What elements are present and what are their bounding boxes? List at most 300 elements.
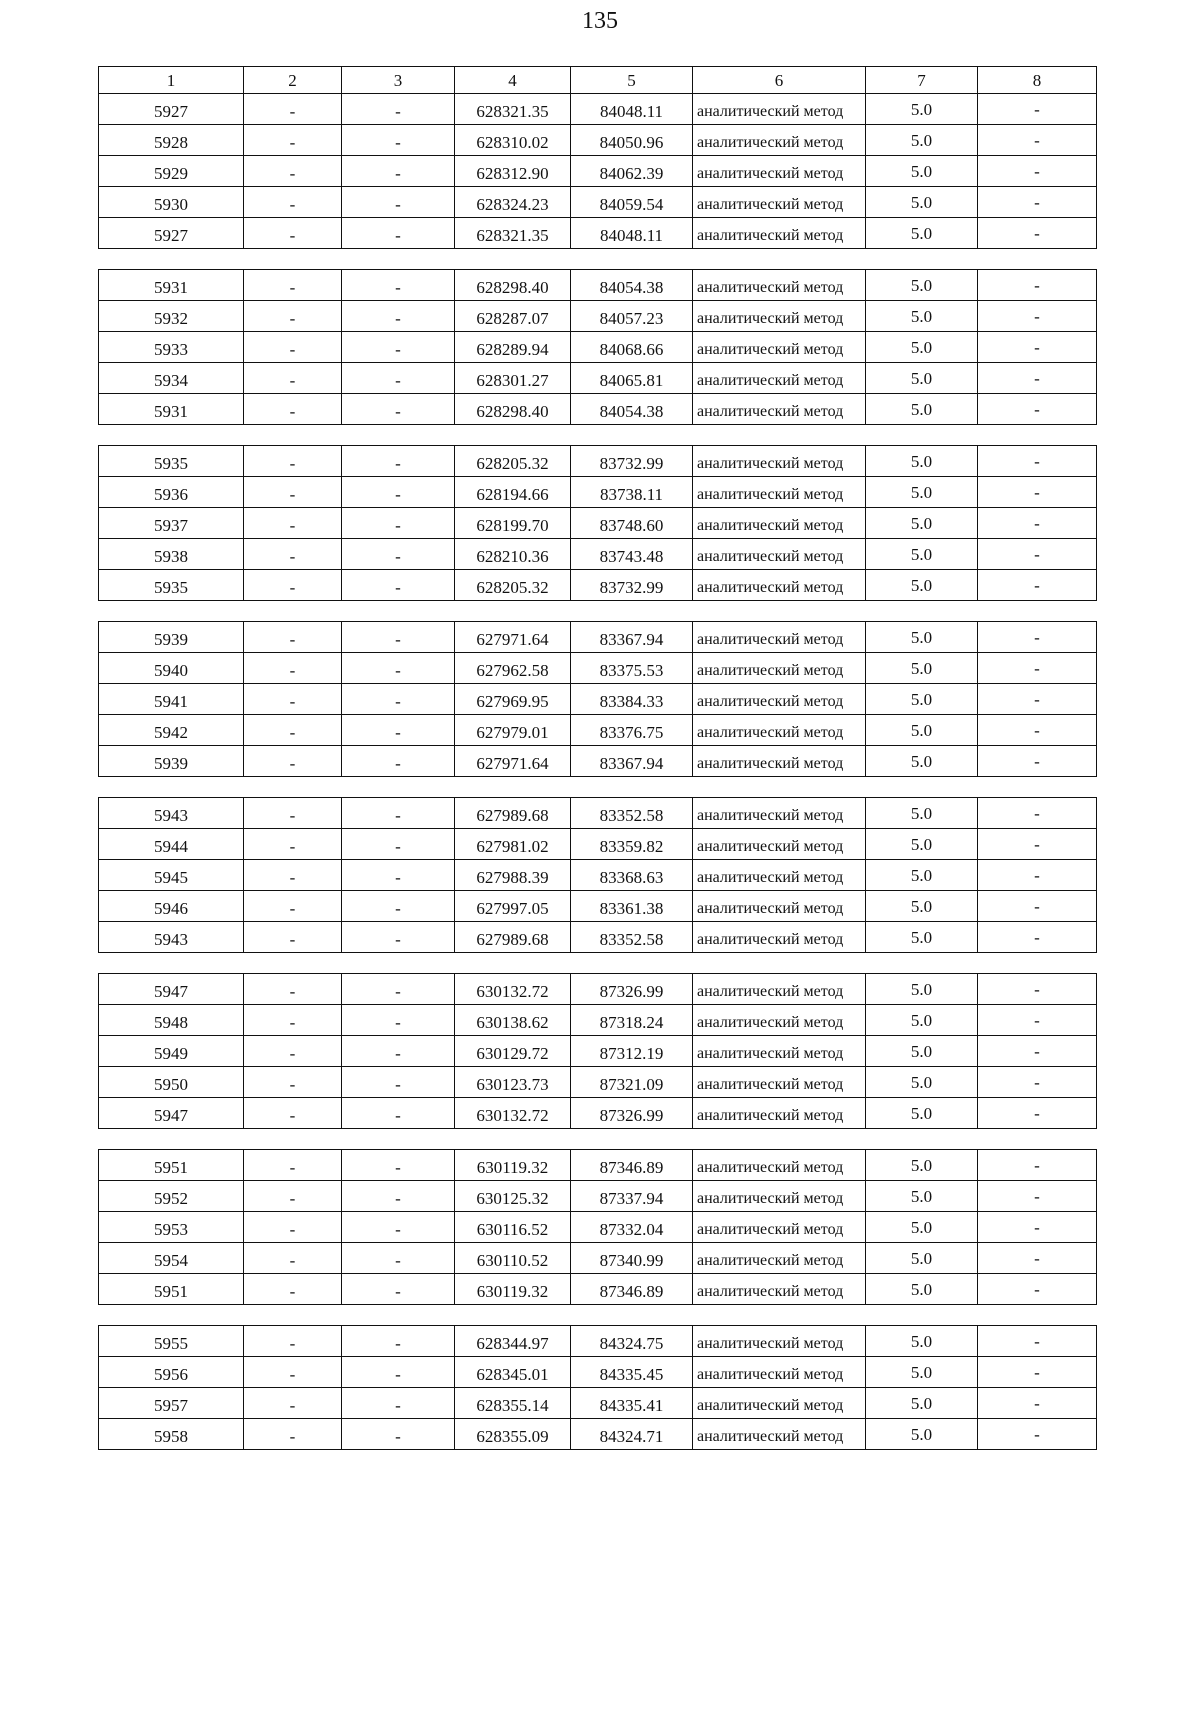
table-cell: 627979.01	[455, 715, 571, 746]
table-row	[99, 922, 1097, 953]
table-cell: 5942	[99, 715, 244, 746]
table-cell: -	[244, 1067, 342, 1098]
table-cell: -	[342, 1388, 455, 1419]
table-cell: 628345.01	[455, 1357, 571, 1388]
table-cell: -	[978, 1357, 1097, 1388]
table-cell: -	[342, 974, 455, 1005]
table-cell: -	[342, 1036, 455, 1067]
table-cell: 5941	[99, 684, 244, 715]
table-cell: -	[342, 653, 455, 684]
table-cell: -	[244, 394, 342, 425]
table-cell: -	[244, 1326, 342, 1357]
table-cell: аналитический метод	[693, 1036, 866, 1067]
table-cell: 83367.94	[571, 746, 693, 777]
table-row	[99, 1005, 1097, 1036]
table-cell: -	[244, 1098, 342, 1129]
table-cell: -	[244, 891, 342, 922]
table-cell: аналитический метод	[693, 363, 866, 394]
table-cell: 87326.99	[571, 1098, 693, 1129]
table-cell: -	[978, 684, 1097, 715]
table-cell: аналитический метод	[693, 1098, 866, 1129]
table-cell: 630119.32	[455, 1274, 571, 1305]
table-cell: 5951	[99, 1274, 244, 1305]
table-cell: -	[978, 125, 1097, 156]
table-cell: 84054.38	[571, 394, 693, 425]
table-cell: 84054.38	[571, 270, 693, 301]
table-cell: 628324.23	[455, 187, 571, 218]
table-cell: -	[244, 974, 342, 1005]
table-row	[99, 218, 1097, 249]
table-cell: 5927	[99, 94, 244, 125]
table-cell: -	[342, 1357, 455, 1388]
table-cell: 83738.11	[571, 477, 693, 508]
table-cell: 5.0	[866, 622, 978, 653]
table-cell: -	[978, 187, 1097, 218]
table-cell: 5.0	[866, 94, 978, 125]
table-cell: 5.0	[866, 1098, 978, 1129]
table-cell: 627989.68	[455, 922, 571, 953]
table-cell: 630116.52	[455, 1212, 571, 1243]
table-cell: 628310.02	[455, 125, 571, 156]
table-cell: -	[244, 218, 342, 249]
table-row	[99, 332, 1097, 363]
column-header: 4	[455, 67, 571, 94]
table-row	[99, 1243, 1097, 1274]
table-cell: 5.0	[866, 1357, 978, 1388]
table-row	[99, 570, 1097, 601]
table-cell: 87312.19	[571, 1036, 693, 1067]
table-cell: -	[342, 860, 455, 891]
table-cell: 5.0	[866, 394, 978, 425]
table-row	[99, 125, 1097, 156]
table-cell: аналитический метод	[693, 570, 866, 601]
table-cell: -	[342, 539, 455, 570]
table-cell: -	[978, 1212, 1097, 1243]
table-cell: аналитический метод	[693, 1274, 866, 1305]
table-cell: 5.0	[866, 829, 978, 860]
table-cell: -	[978, 94, 1097, 125]
table-cell: 630132.72	[455, 974, 571, 1005]
table-cell: 5943	[99, 798, 244, 829]
table-row	[99, 891, 1097, 922]
table-cell: 5.0	[866, 715, 978, 746]
table-cell: -	[342, 446, 455, 477]
table-cell: 628289.94	[455, 332, 571, 363]
table-cell: -	[978, 270, 1097, 301]
table-cell: аналитический метод	[693, 1326, 866, 1357]
table-cell: 628205.32	[455, 570, 571, 601]
table-cell: 84065.81	[571, 363, 693, 394]
table-cell: аналитический метод	[693, 332, 866, 363]
table-cell: -	[244, 798, 342, 829]
table-cell: -	[978, 218, 1097, 249]
table-cell: 5948	[99, 1005, 244, 1036]
table-row	[99, 974, 1097, 1005]
column-header: 1	[99, 67, 244, 94]
table-cell: аналитический метод	[693, 684, 866, 715]
table-cell: 5.0	[866, 860, 978, 891]
table-cell: 83732.99	[571, 446, 693, 477]
table-cell: аналитический метод	[693, 477, 866, 508]
table-cell: -	[342, 218, 455, 249]
table-cell: -	[342, 1150, 455, 1181]
table-cell: -	[342, 891, 455, 922]
table-cell: 5945	[99, 860, 244, 891]
table-cell: -	[978, 746, 1097, 777]
table-row	[99, 539, 1097, 570]
coordinate-table	[98, 973, 1097, 1129]
table-cell: 628210.36	[455, 539, 571, 570]
table-cell: 5956	[99, 1357, 244, 1388]
table-cell: 5931	[99, 394, 244, 425]
table-cell: 628355.09	[455, 1419, 571, 1450]
table-cell: 5.0	[866, 508, 978, 539]
table-cell: -	[978, 829, 1097, 860]
table-row	[99, 477, 1097, 508]
table-cell: 5.0	[866, 1150, 978, 1181]
table-cell: 5.0	[866, 187, 978, 218]
table-cell: 83375.53	[571, 653, 693, 684]
table-cell: 5957	[99, 1388, 244, 1419]
table-cell: -	[244, 508, 342, 539]
table-cell: -	[342, 570, 455, 601]
table-cell: -	[342, 394, 455, 425]
table-cell: -	[978, 394, 1097, 425]
table-cell: 84048.11	[571, 218, 693, 249]
table-cell: 630132.72	[455, 1098, 571, 1129]
table-cell: -	[342, 1098, 455, 1129]
table-cell: 5950	[99, 1067, 244, 1098]
table-cell: аналитический метод	[693, 798, 866, 829]
table-cell: 628298.40	[455, 394, 571, 425]
table-cell: -	[342, 1005, 455, 1036]
table-cell: -	[244, 570, 342, 601]
table-cell: аналитический метод	[693, 653, 866, 684]
table-row	[99, 1098, 1097, 1129]
table-row	[99, 1036, 1097, 1067]
table-cell: аналитический метод	[693, 1005, 866, 1036]
table-cell: 5934	[99, 363, 244, 394]
table-cell: 627962.58	[455, 653, 571, 684]
table-cell: -	[342, 1181, 455, 1212]
table-cell: -	[342, 332, 455, 363]
table-row	[99, 1212, 1097, 1243]
table-cell: 5952	[99, 1181, 244, 1212]
table-cell: -	[244, 684, 342, 715]
table-row	[99, 684, 1097, 715]
table-cell: -	[342, 746, 455, 777]
page-number: 135	[582, 8, 618, 34]
table-cell: 628321.35	[455, 94, 571, 125]
table-cell: аналитический метод	[693, 1357, 866, 1388]
table-cell: 5932	[99, 301, 244, 332]
table-cell: 84062.39	[571, 156, 693, 187]
table-cell: -	[978, 653, 1097, 684]
table-cell: 5.0	[866, 974, 978, 1005]
table-cell: 628287.07	[455, 301, 571, 332]
table-cell: 5954	[99, 1243, 244, 1274]
table-cell: 5.0	[866, 539, 978, 570]
table-cell: -	[978, 301, 1097, 332]
header-row	[99, 67, 1097, 94]
table-cell: 84057.23	[571, 301, 693, 332]
table-cell: 83367.94	[571, 622, 693, 653]
table-cell: 5947	[99, 1098, 244, 1129]
table-cell: 627989.68	[455, 798, 571, 829]
table-cell: -	[978, 798, 1097, 829]
table-cell: 87321.09	[571, 1067, 693, 1098]
table-cell: -	[342, 1212, 455, 1243]
table-cell: -	[244, 1243, 342, 1274]
table-cell: 628321.35	[455, 218, 571, 249]
table-cell: 5.0	[866, 570, 978, 601]
table-cell: 5.0	[866, 1326, 978, 1357]
table-cell: -	[244, 1181, 342, 1212]
table-cell: 630123.73	[455, 1067, 571, 1098]
table-cell: -	[342, 1274, 455, 1305]
table-cell: -	[978, 446, 1097, 477]
table-row	[99, 1388, 1097, 1419]
table-row	[99, 622, 1097, 653]
table-cell: 5.0	[866, 1067, 978, 1098]
table-cell: 84324.71	[571, 1419, 693, 1450]
table-row	[99, 1357, 1097, 1388]
table-cell: -	[244, 1419, 342, 1450]
column-header: 3	[342, 67, 455, 94]
table-row	[99, 1181, 1097, 1212]
table-cell: 87337.94	[571, 1181, 693, 1212]
table-cell: -	[342, 301, 455, 332]
table-cell: аналитический метод	[693, 891, 866, 922]
table-cell: 5935	[99, 446, 244, 477]
table-cell: 5951	[99, 1150, 244, 1181]
table-cell: -	[342, 715, 455, 746]
table-row	[99, 829, 1097, 860]
table-cell: 5.0	[866, 270, 978, 301]
table-cell: 5.0	[866, 922, 978, 953]
table-cell: 5.0	[866, 1181, 978, 1212]
table-cell: -	[244, 446, 342, 477]
table-cell: аналитический метод	[693, 125, 866, 156]
table-cell: аналитический метод	[693, 715, 866, 746]
table-cell: -	[244, 477, 342, 508]
table-row	[99, 715, 1097, 746]
table-cell: 5947	[99, 974, 244, 1005]
table-row	[99, 1326, 1097, 1357]
table-cell: -	[978, 477, 1097, 508]
table-cell: -	[342, 1326, 455, 1357]
table-row	[99, 94, 1097, 125]
table-cell: 628312.90	[455, 156, 571, 187]
table-cell: -	[342, 622, 455, 653]
table-cell: аналитический метод	[693, 1150, 866, 1181]
table-cell: 5.0	[866, 332, 978, 363]
table-cell: -	[978, 508, 1097, 539]
table-row	[99, 1274, 1097, 1305]
table-cell: аналитический метод	[693, 829, 866, 860]
table-cell: 5.0	[866, 653, 978, 684]
table-row	[99, 187, 1097, 218]
table-cell: 5.0	[866, 125, 978, 156]
table-cell: аналитический метод	[693, 1243, 866, 1274]
table-cell: -	[978, 570, 1097, 601]
table-cell: 87326.99	[571, 974, 693, 1005]
table-cell: 5.0	[866, 684, 978, 715]
table-cell: аналитический метод	[693, 974, 866, 1005]
table-cell: 5.0	[866, 1243, 978, 1274]
table-cell: 87340.99	[571, 1243, 693, 1274]
table-cell: аналитический метод	[693, 860, 866, 891]
table-cell: 628205.32	[455, 446, 571, 477]
table-row	[99, 270, 1097, 301]
table-cell: 83359.82	[571, 829, 693, 860]
column-header: 5	[571, 67, 693, 94]
table-cell: -	[978, 715, 1097, 746]
table-cell: 5929	[99, 156, 244, 187]
table-cell: 627971.64	[455, 746, 571, 777]
table-cell: 5.0	[866, 1419, 978, 1450]
table-cell: 83352.58	[571, 798, 693, 829]
table-cell: аналитический метод	[693, 446, 866, 477]
table-row	[99, 1150, 1097, 1181]
table-cell: -	[978, 860, 1097, 891]
table-cell: 5944	[99, 829, 244, 860]
table-cell: 5949	[99, 1036, 244, 1067]
table-cell: 5930	[99, 187, 244, 218]
table-row	[99, 446, 1097, 477]
table-cell: -	[342, 684, 455, 715]
table-cell: аналитический метод	[693, 1419, 866, 1450]
table-cell: 83743.48	[571, 539, 693, 570]
column-header: 8	[978, 67, 1097, 94]
coordinate-table	[98, 797, 1097, 953]
table-cell: 630125.32	[455, 1181, 571, 1212]
table-cell: -	[978, 1388, 1097, 1419]
table-cell: аналитический метод	[693, 394, 866, 425]
table-cell: 5946	[99, 891, 244, 922]
table-cell: 5958	[99, 1419, 244, 1450]
coordinate-table	[98, 66, 1097, 249]
table-cell: 83732.99	[571, 570, 693, 601]
table-cell: аналитический метод	[693, 187, 866, 218]
table-row	[99, 156, 1097, 187]
table-cell: 84068.66	[571, 332, 693, 363]
table-cell: 5933	[99, 332, 244, 363]
table-cell: -	[978, 922, 1097, 953]
coordinate-table	[98, 1325, 1097, 1450]
table-cell: 5.0	[866, 1212, 978, 1243]
table-cell: аналитический метод	[693, 539, 866, 570]
table-cell: -	[342, 1067, 455, 1098]
table-cell: аналитический метод	[693, 1181, 866, 1212]
table-cell: -	[244, 187, 342, 218]
table-cell: -	[244, 622, 342, 653]
table-cell: -	[342, 363, 455, 394]
table-cell: -	[244, 1150, 342, 1181]
table-cell: 83376.75	[571, 715, 693, 746]
table-row	[99, 1067, 1097, 1098]
table-cell: 87346.89	[571, 1150, 693, 1181]
table-cell: -	[342, 829, 455, 860]
table-cell: -	[978, 1150, 1097, 1181]
table-cell: 5.0	[866, 1388, 978, 1419]
table-row	[99, 394, 1097, 425]
table-cell: 630129.72	[455, 1036, 571, 1067]
table-cell: 83748.60	[571, 508, 693, 539]
table-cell: 627971.64	[455, 622, 571, 653]
table-cell: -	[244, 1036, 342, 1067]
table-cell: 84335.45	[571, 1357, 693, 1388]
table-cell: 83352.58	[571, 922, 693, 953]
table-cell: -	[244, 301, 342, 332]
table-cell: 630110.52	[455, 1243, 571, 1274]
table-cell: аналитический метод	[693, 94, 866, 125]
column-header: 6	[693, 67, 866, 94]
table-row	[99, 508, 1097, 539]
table-cell: -	[342, 477, 455, 508]
table-row	[99, 746, 1097, 777]
table-cell: -	[342, 187, 455, 218]
table-cell: аналитический метод	[693, 156, 866, 187]
table-cell: 83368.63	[571, 860, 693, 891]
table-row	[99, 653, 1097, 684]
table-cell: 5939	[99, 622, 244, 653]
table-cell: -	[978, 1005, 1097, 1036]
table-cell: -	[244, 1274, 342, 1305]
table-row	[99, 301, 1097, 332]
table-cell: 87346.89	[571, 1274, 693, 1305]
coordinate-table	[98, 621, 1097, 777]
column-header: 7	[866, 67, 978, 94]
table-cell: аналитический метод	[693, 1067, 866, 1098]
table-cell: -	[978, 1274, 1097, 1305]
table-cell: 5.0	[866, 477, 978, 508]
table-cell: 5931	[99, 270, 244, 301]
table-cell: 628301.27	[455, 363, 571, 394]
table-row	[99, 363, 1097, 394]
table-cell: -	[978, 363, 1097, 394]
table-cell: -	[244, 539, 342, 570]
table-cell: -	[244, 860, 342, 891]
table-cell: -	[244, 922, 342, 953]
coordinate-tables	[98, 66, 1096, 1470]
table-cell: 84050.96	[571, 125, 693, 156]
table-cell: 5.0	[866, 218, 978, 249]
table-cell: аналитический метод	[693, 1212, 866, 1243]
table-cell: 5.0	[866, 1005, 978, 1036]
table-cell: 87332.04	[571, 1212, 693, 1243]
table-cell: 5938	[99, 539, 244, 570]
table-cell: -	[342, 125, 455, 156]
table-cell: -	[244, 1212, 342, 1243]
table-cell: 628298.40	[455, 270, 571, 301]
table-cell: аналитический метод	[693, 218, 866, 249]
coordinate-table	[98, 1149, 1097, 1305]
table-cell: аналитический метод	[693, 1388, 866, 1419]
table-cell: 5.0	[866, 1274, 978, 1305]
table-cell: 627988.39	[455, 860, 571, 891]
table-row	[99, 860, 1097, 891]
table-cell: 5.0	[866, 156, 978, 187]
table-cell: -	[978, 1419, 1097, 1450]
table-cell: -	[978, 156, 1097, 187]
table-cell: 84324.75	[571, 1326, 693, 1357]
table-cell: 83361.38	[571, 891, 693, 922]
table-cell: -	[342, 1243, 455, 1274]
table-cell: -	[342, 798, 455, 829]
table-cell: -	[978, 1181, 1097, 1212]
table-cell: 5.0	[866, 798, 978, 829]
